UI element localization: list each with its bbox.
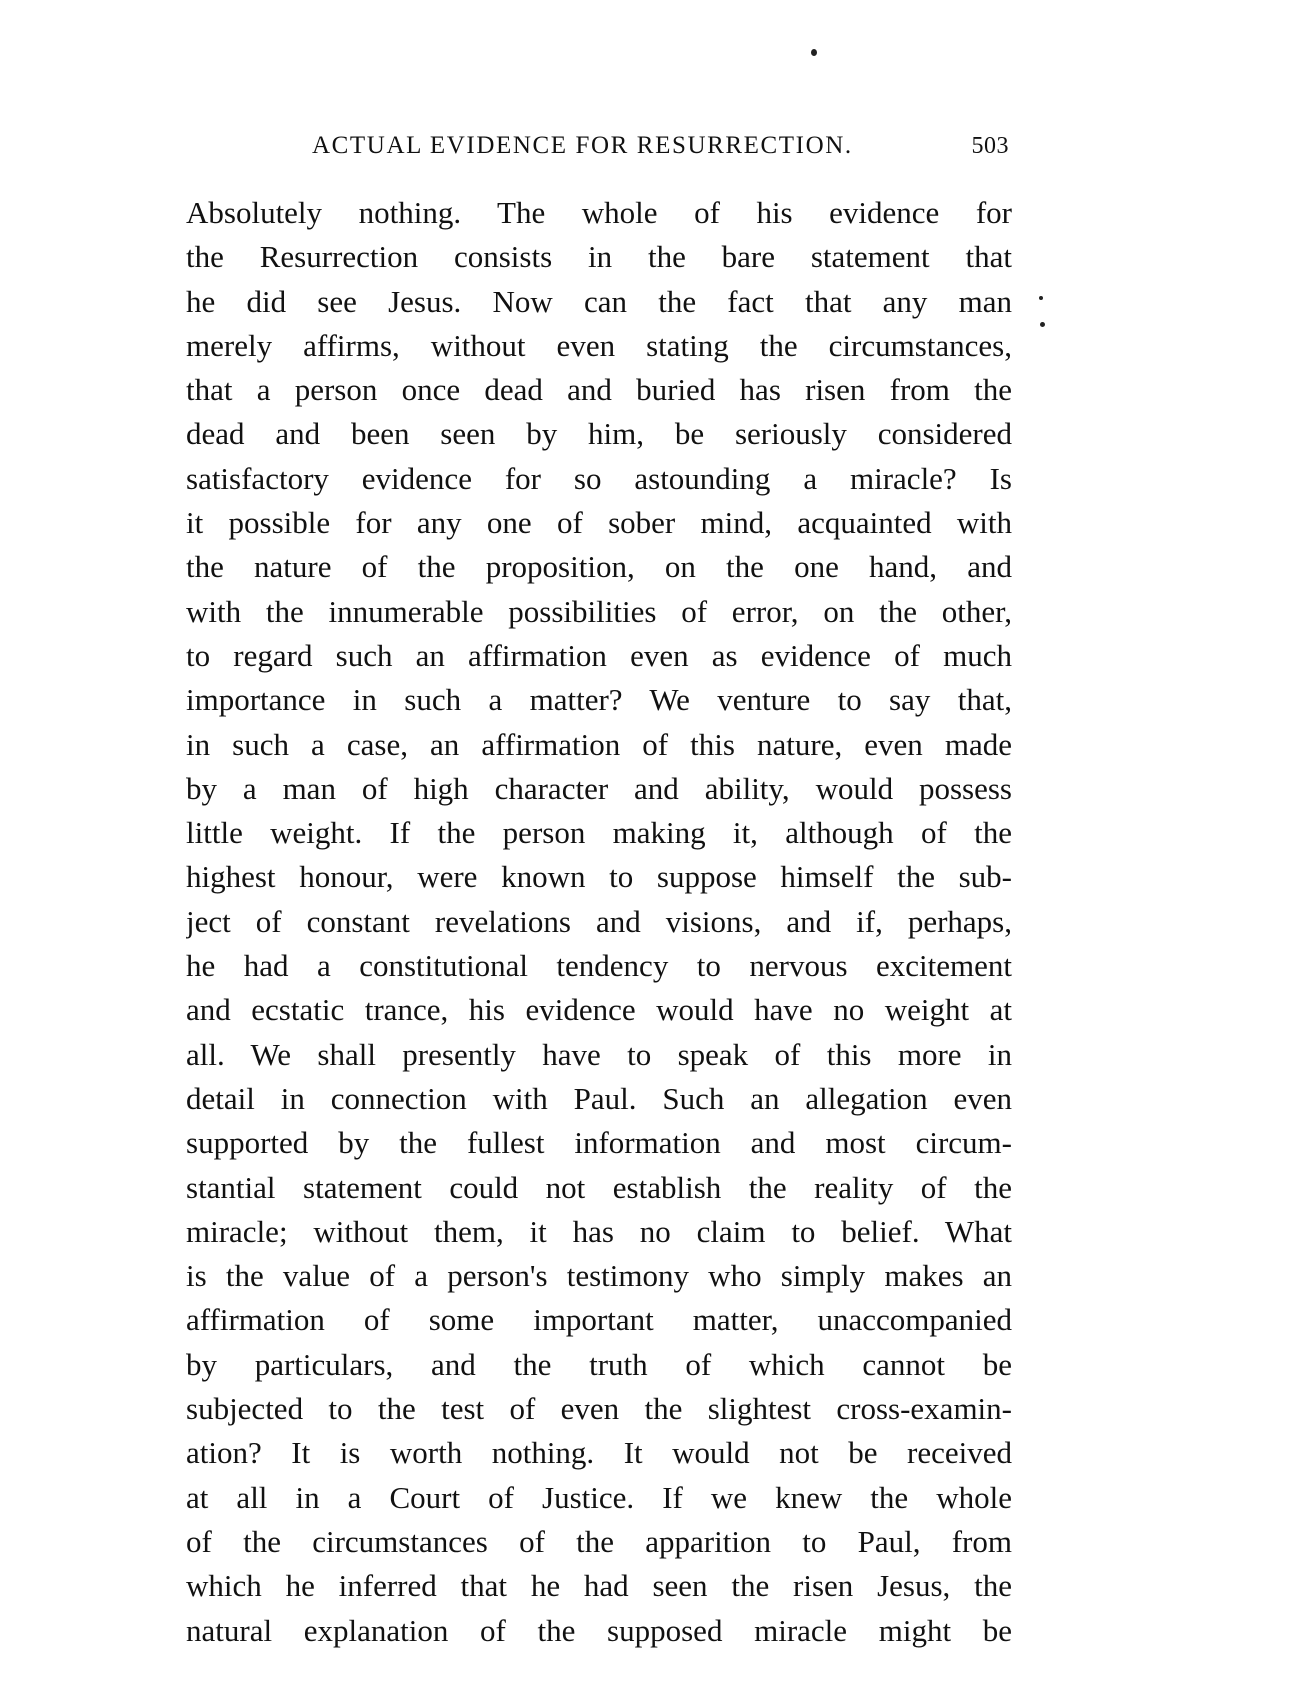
text-line: all. We shall presently have to speak of this more in xyxy=(186,1036,1012,1072)
text-line: subjected to the test of even the slightest cross-examin- xyxy=(186,1391,1012,1427)
text-line: is the value of a person's testimony who simply makes an xyxy=(186,1258,1012,1294)
text-line: detail in connection with Paul. Such an allegation even xyxy=(186,1080,1012,1116)
text-line: satisfactory evidence for so astounding a miracle? Is xyxy=(186,460,1012,496)
text-line: supported by the fullest information and most circum- xyxy=(186,1125,1012,1161)
text-line: the Resurrection consists in the bare statement that xyxy=(186,239,1012,275)
text-line: natural explanation of the supposed miracle might be xyxy=(186,1612,1012,1648)
text-line: of the circumstances of the apparition to Paul, from xyxy=(186,1523,1012,1559)
text-line: by particulars, and the truth of which cannot be xyxy=(186,1346,1012,1382)
text-line: he had a constitutional tendency to nervous excitement xyxy=(186,948,1012,984)
text-line: it possible for any one of sober mind, acquainted with xyxy=(186,505,1012,541)
text-line: merely affirms, without even stating the circumstances, xyxy=(186,327,1012,363)
print-speck xyxy=(1039,296,1043,300)
page-number: 503 xyxy=(971,133,1009,159)
print-speck xyxy=(1040,322,1045,327)
running-head xyxy=(187,126,1009,166)
text-line: that a person once dead and buried has risen from the xyxy=(186,372,1012,408)
text-line: the nature of the proposition, on the one hand, and xyxy=(186,549,1012,585)
text-line: importance in such a matter? We venture to say that, xyxy=(186,682,1012,718)
text-line: with the innumerable possibilities of error, on the other, xyxy=(186,593,1012,629)
text-line: and ecstatic trance, his evidence would have no weight at xyxy=(186,992,1012,1028)
text-line: highest honour, were known to suppose himself the sub- xyxy=(186,859,1012,895)
text-line: ation? It is worth nothing. It would not be received xyxy=(186,1435,1012,1471)
text-line: little weight. If the person making it, although of the xyxy=(186,815,1012,851)
print-speck xyxy=(811,49,817,56)
running-title: ACTUAL EVIDENCE FOR RESURRECTION. xyxy=(312,132,853,159)
text-line: which he inferred that he had seen the risen Jesus, the xyxy=(186,1568,1012,1604)
text-line: affirmation of some important matter, unaccompanied xyxy=(186,1302,1012,1338)
text-line: at all in a Court of Justice. If we knew the whole xyxy=(186,1479,1012,1515)
body-text xyxy=(186,191,1012,1653)
text-line: by a man of high character and ability, would possess xyxy=(186,770,1012,806)
text-line: he did see Jesus. Now can the fact that any man xyxy=(186,283,1012,319)
text-line: dead and been seen by him, be seriously considered xyxy=(186,416,1012,452)
text-line: Absolutely nothing. The whole of his evidence for xyxy=(186,195,1012,230)
text-line: ject of constant revelations and visions, and if, perhaps, xyxy=(186,903,1012,939)
text-line: to regard such an affirmation even as evidence of much xyxy=(186,637,1012,673)
text-line: miracle; without them, it has no claim to belief. What xyxy=(186,1213,1012,1249)
text-line: in such a case, an affirmation of this nature, even made xyxy=(186,726,1012,762)
text-line: stantial statement could not establish the reality of the xyxy=(186,1169,1012,1205)
